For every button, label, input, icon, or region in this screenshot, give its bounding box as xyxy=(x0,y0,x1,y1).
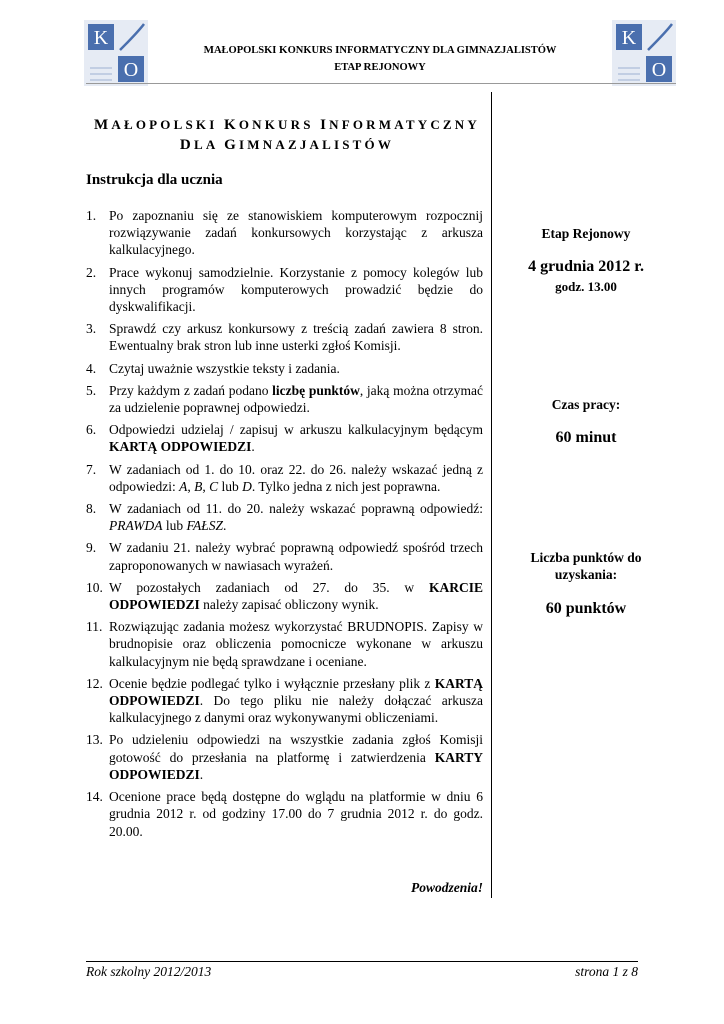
instruction-number: 9. xyxy=(86,540,97,556)
instruction-item xyxy=(86,360,483,377)
caption-text-run: AŁOPOLSKI xyxy=(213,45,280,56)
instruction-number: 11. xyxy=(86,619,103,635)
instruction-text: lub xyxy=(218,478,243,494)
instruction-text: Rozwiązując zadania możesz wykorzystać BRUDNOPIS. Zapisy w brudnopisie oraz obliczenia pomocnicze wykonane w arkuszu kalkulacyjnym nie będą sprawdzane i oceniane. xyxy=(109,619,483,669)
instruction-text: . xyxy=(251,439,255,455)
logo-right xyxy=(612,20,676,86)
instruction-text: KARCIE ODPOWIEDZI xyxy=(109,579,483,613)
caption-text-run: ONKURS xyxy=(287,45,336,56)
instruction-text: FAŁSZ xyxy=(186,518,224,534)
instruction-text: W zadaniach od 11. do 20. należy wskazać poprawną odpowiedź: xyxy=(109,501,483,517)
instruction-text: . xyxy=(199,766,204,782)
contest-title-line2 xyxy=(88,135,486,155)
caption-text-run: K xyxy=(279,44,288,56)
logo-letter-k: K xyxy=(621,27,637,49)
caption-text-run: AŁOPOLSKI xyxy=(111,117,224,132)
instruction-text: Po udzieleniu odpowiedzi na wszystkie zadania zgłoś Komisji gotowość do przesłania na platformę i zatwierdzenia xyxy=(109,732,483,765)
page-header xyxy=(160,42,600,76)
caption-text-run: ONKURS xyxy=(238,117,321,132)
instruction-text: . Do tego pliku nie należy dołączać arkusza kalkulacyjnego z danymi oraz wykonywanymi obliczeniami. xyxy=(109,693,483,726)
logo-left xyxy=(84,20,148,86)
instruction-text: , xyxy=(202,478,210,494)
instruction-item xyxy=(86,421,483,455)
logo-letter-k: K xyxy=(93,27,109,49)
instruction-text: Ocenie będzie podlegać tylko i wyłącznie przesłany plik z xyxy=(109,675,435,691)
logo-letter-o: O xyxy=(651,59,667,81)
footer-school-year: Rok szkolny 2012/2013 xyxy=(86,964,212,979)
instruction-item xyxy=(86,539,483,573)
instruction-number: 10. xyxy=(86,579,103,595)
instruction-number: 1. xyxy=(86,208,97,223)
instruction-text: . xyxy=(223,518,227,534)
instruction-text: KARTĄ ODPOWIEDZI xyxy=(109,439,252,455)
exam-date: 4 grudnia 2012 r. xyxy=(528,258,644,275)
instruction-item xyxy=(86,382,483,416)
instruction-number: 5. xyxy=(86,382,97,398)
footer-divider xyxy=(86,961,638,962)
header-stage xyxy=(160,59,600,76)
instructions-list xyxy=(86,207,483,845)
caption-text-run: K xyxy=(223,117,239,133)
ko-logo-graphic xyxy=(84,20,148,86)
footer-page-number: strona 1 z 8 xyxy=(575,964,638,979)
instruction-item xyxy=(86,500,483,534)
instruction-number: 3. xyxy=(86,321,97,337)
caption-text-run: R xyxy=(363,61,372,73)
instruction-number: 6. xyxy=(86,422,97,438)
column-divider xyxy=(491,92,492,898)
instructions-heading: Instrukcja dla ucznia xyxy=(86,172,223,188)
instruction-item xyxy=(86,618,483,670)
instruction-text: Sprawdź czy arkusz konkursowy z treścią zadań zawiera 8 stron. Ewentualny brak stron lub inne usterki zgłoś Komisji. xyxy=(109,321,483,354)
caption-text-run: M xyxy=(203,44,214,56)
instruction-text: Po zapoznaniu się ze stanowiskiem komputerowym rozpocznij rozwiązywanie zadań konkursowych korzystając z arkusza kalkulacyjnego. xyxy=(109,208,483,258)
instruction-text: D xyxy=(242,478,252,494)
caption-text-run: ETAP xyxy=(334,62,364,73)
instruction-item xyxy=(86,788,483,840)
caption-text-run: LA xyxy=(193,137,225,152)
instruction-text: , jaką można otrzymać za udzielenie poprawnej odpowiedzi. xyxy=(109,382,483,416)
instruction-text: A xyxy=(179,478,188,494)
instruction-text: B xyxy=(194,478,203,494)
caption-text-run: NFORMATYCZNY xyxy=(329,117,480,132)
instruction-text: Prace wykonuj samodzielnie. Korzystanie z pomocy kolegów lub innych programów komputerowych prowadzić będzie do dyskwalifikacji. xyxy=(109,264,483,315)
instruction-text: liczbę punktów xyxy=(272,382,360,398)
ko-logo-graphic xyxy=(612,20,676,86)
instruction-number: 13. xyxy=(86,732,103,748)
closing-wish: Powodzenia! xyxy=(410,880,483,895)
instruction-text: Czytaj uważnie wszystkie teksty i zadania. xyxy=(109,360,340,376)
caption-text-run: EJONOWY xyxy=(371,62,426,73)
caption-text-run: I xyxy=(320,117,330,133)
instruction-text: . Tylko jedna z nich jest poprawna. xyxy=(251,478,441,494)
instruction-item xyxy=(86,675,483,727)
instruction-text: KARTY ODPOWIEDZI xyxy=(109,749,483,782)
instruction-item xyxy=(86,207,483,259)
instruction-item xyxy=(86,731,483,783)
instruction-text: , xyxy=(187,478,195,494)
exam-time: godz. 13.00 xyxy=(555,279,617,294)
caption-text-run: G xyxy=(224,137,240,153)
instruction-text: Ocenione prace będą dostępne do wglądu na platformie w dniu 6 grudnia 2012 r. od godziny 17.00 do 7 grudnia 2012 r. do godz. 20.00. xyxy=(109,789,483,839)
caption-text-run: I xyxy=(335,44,340,56)
instruction-text: KARTĄ ODPOWIEDZI xyxy=(109,675,483,709)
instruction-text: W zadaniu 21. należy wybrać poprawną odpowiedź spośród trzech zaproponowanych w nawiasach wyrażeń. xyxy=(109,540,483,573)
instruction-text: PRAWDA xyxy=(109,518,163,534)
instruction-item xyxy=(86,264,483,316)
duration-value: 60 minut xyxy=(555,429,617,446)
instruction-number: 2. xyxy=(86,264,97,280)
instruction-text: W zadaniach od 1. do 10. oraz 22. do 26. należy wskazać jedną z odpowiedzi: xyxy=(109,461,483,494)
instruction-text: lub xyxy=(162,518,187,534)
instruction-item xyxy=(86,320,483,354)
caption-text-run: IMNAZJALISTÓW xyxy=(239,137,395,152)
instruction-item xyxy=(86,461,483,495)
stage-label: Etap Rejonowy xyxy=(541,226,631,241)
instruction-number: 14. xyxy=(86,789,103,805)
instruction-item xyxy=(86,579,483,613)
caption-text-run: D xyxy=(179,137,194,153)
instruction-text: Przy każdym z zadań podano xyxy=(109,382,273,398)
header-divider xyxy=(86,83,676,84)
instruction-number: 7. xyxy=(86,461,97,477)
contest-title xyxy=(88,115,486,155)
caption-text-run: NFORMATYCZNY DLA GIMNAZJALISTÓW xyxy=(339,45,557,56)
header-contest-name xyxy=(160,42,600,59)
instruction-number: 8. xyxy=(86,501,97,517)
instruction-number: 12. xyxy=(86,675,103,691)
caption-text-run: M xyxy=(94,117,112,133)
instruction-text: W pozostałych zadaniach od 27. do 35. w xyxy=(109,579,429,595)
instruction-number: 4. xyxy=(86,360,97,376)
logo-letter-o: O xyxy=(123,59,139,81)
instruction-text: należy zapisać obliczony wynik. xyxy=(199,597,379,613)
instruction-text: Odpowiedzi udzielaj / zapisuj w arkuszu kalkulacyjnym będącym xyxy=(109,422,483,438)
contest-title-line1 xyxy=(88,115,486,135)
points-value: 60 punktów xyxy=(545,600,627,617)
points-label: Liczba punktów do uzyskania: xyxy=(530,550,642,582)
duration-label: Czas pracy: xyxy=(551,397,621,412)
instruction-text: C xyxy=(209,478,219,494)
